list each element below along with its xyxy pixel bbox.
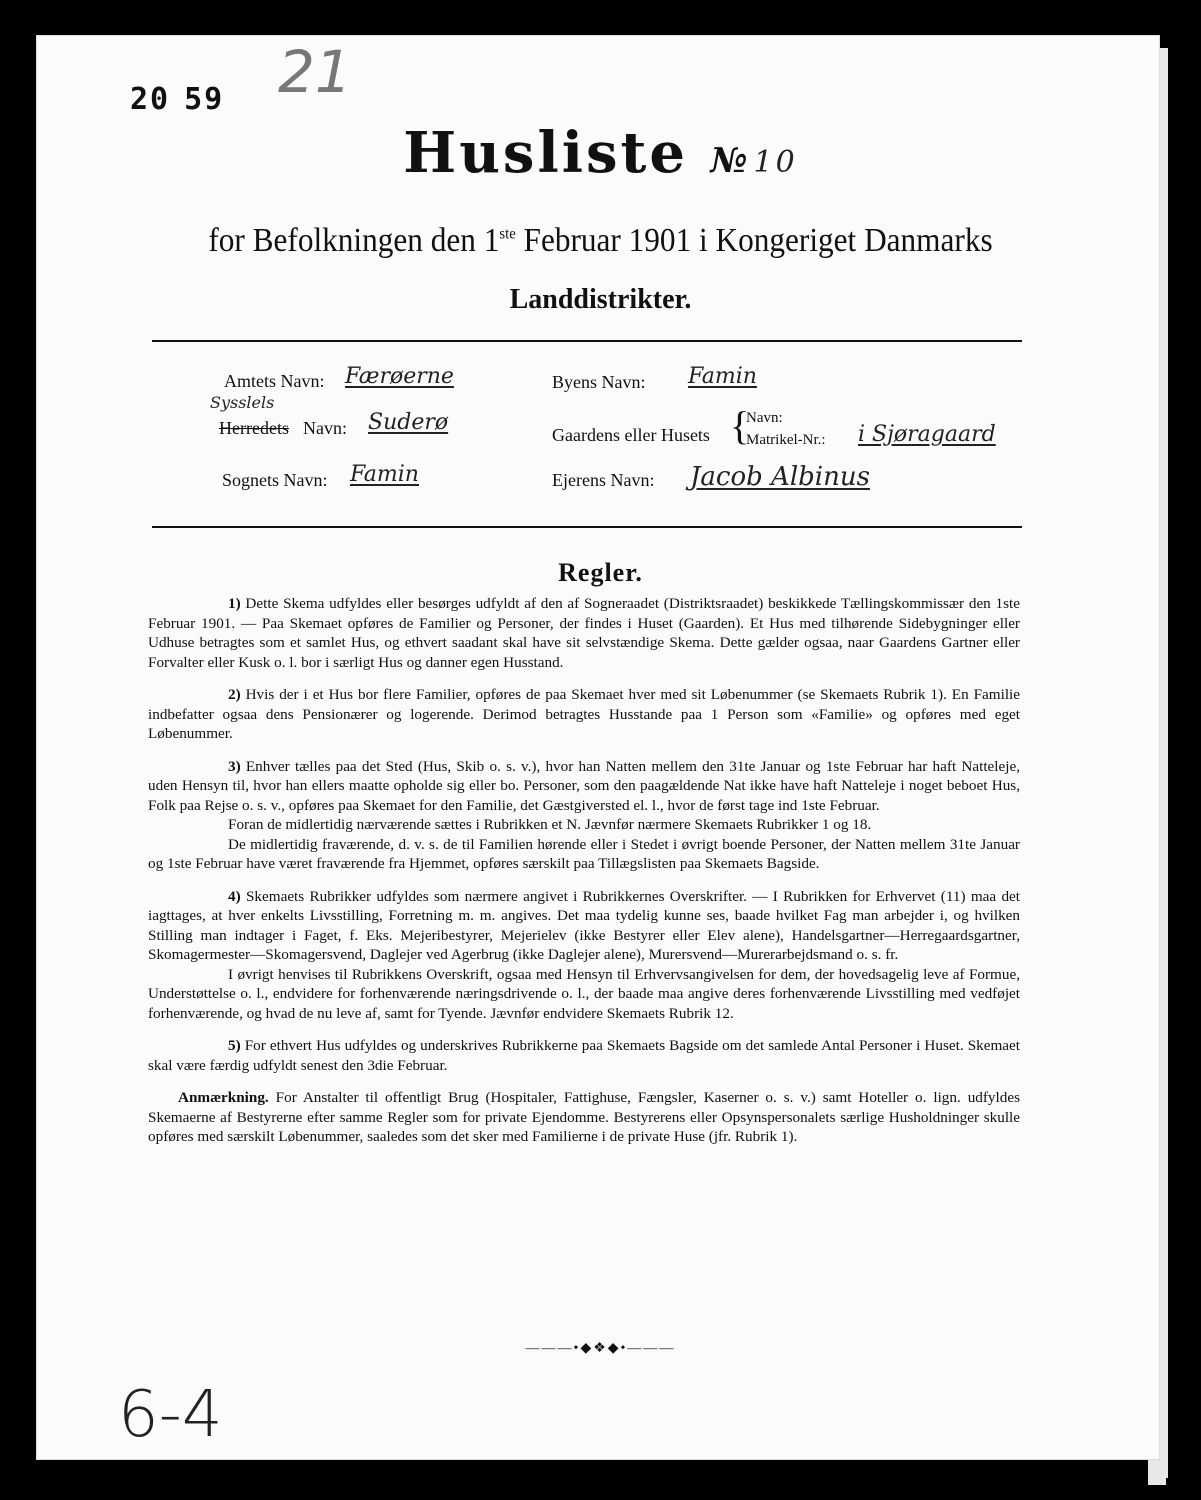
rules-section (148, 594, 1020, 1160)
subtitle-landdistrikter: Landdistrikter. (509, 284, 692, 315)
amt-value: Færøerne (345, 364, 454, 389)
pencil-note-top: 21 (278, 38, 352, 106)
note (148, 1088, 1020, 1147)
subtitle-pre: for Befolkningen den 1 (208, 222, 500, 259)
rule-3-lead: 3) (228, 757, 241, 775)
rule-5-lead: 5) (228, 1037, 241, 1054)
herred-value: Suderø (368, 410, 449, 435)
rule-1-text: Dette Skema udfyldes eller besørges udfyldt af den af Sogneraadet (Distriktsraadet) beskikkede Tællingskommissær den 1ste Februar 1901. — Paa Skemaet opføres de Familier og Personer, der findes i Huset (Gaarden). Et Hus med tilhørende Sidebygninger eller Udhuse betragtes som et samlet Hus, og ethvert saadant skal have sit selvstændige Skema. Dette gælder ogsaa, naar Gaardens Gartner eller Forvalter eller Kusk o. l. bor i særligt Hus og danner egen Husstand. (148, 595, 1021, 671)
subtitle-post: Februar 1901 i Kongeriget Danmarks (515, 222, 993, 259)
rule-3 (148, 757, 1020, 816)
rule-4b: I øvrigt henvises til Rubrikkens Overskrift, ogsaa med Hensyn til Erhvervsangivelsen for dem, der hovedsagelig leve af Formue, Understøttelse o. l., endvidere for forhenværende næringsdrivende o. l., der baade maa angive deres forhenværende Livsstilling med vedføjet forhenværende, og hvad de nu leve af, samt for Tyende. Jævnfør endvidere Skemaets Rubrik 12. (148, 965, 1020, 1022)
subtitle-sup: ste (499, 225, 516, 243)
ornament-divider: ———•◆❖◆•——— (525, 1341, 676, 1356)
ejer-value: Jacob Albinus (690, 462, 870, 492)
matrikel-label: Matrikel-Nr.: (746, 432, 826, 448)
title-main: Husliste (403, 120, 689, 186)
stamp-number (130, 82, 238, 117)
navn-label: Navn: (746, 410, 783, 426)
herred-label-navn: Navn: (303, 418, 347, 438)
stamp-a: 20 (130, 82, 171, 117)
sogn-value: Famin (350, 462, 419, 487)
by-label: Byens Navn: (552, 372, 646, 392)
herred-label: Herredets (219, 418, 289, 438)
note-text: For Anstalter til offentligt Brug (Hospitaler, Fattighuse, Fængsler, Kaserner o. s. v.) samt Hoteller o. lign. udfyldes Skemaerne af Bestyrerne efter samme Regler som for private Ejendomme. Bestyrerens eller Opsynspersonalets særlige Husholdninger skulle opføres med særskilt Løbenummer, saaledes som det sker med Familierne i de private Huse (jfr. Rubrik 1). (148, 1089, 1020, 1145)
rule-1 (148, 594, 1020, 672)
brace: { (730, 403, 750, 448)
rule-2-lead: 2) (228, 686, 241, 703)
ejer-label: Ejerens Navn: (552, 470, 655, 490)
rule-5-text: For ethvert Hus udfyldes og underskrives Rubrikkerne paa Skemaets Bagside om det samlede Antal Personer i Huset. Skemaet skal være færdig udfyldt senest den 3die Februar. (148, 1037, 1021, 1074)
stamp-b: 59 (184, 82, 225, 117)
rule-4-text: Skemaets Rubrikker udfyldes som nærmere angivet i Rubrikkernes Overskrifter. — I Rubrikken for Erhvervet (11) maa det iagttages, at hver enkelts Livsstilling, Forretning m. m. angives. Det maa tydelig kunne ses, baade hvilket Fag man arbejder i, og hvilken Stilling man indtager i Faget, f. Eks. Mejeribestyrer, Mejerielev (ikke Bestyrer eller Elev alene), Handelsgartner—Herregaardsgartner, Skomagermester—Skomagersvend, Daglejer ved Agerbrug (ikke Daglejer alene), Murersvend—Murerarbejdsmand o. s. fr. (148, 887, 1021, 963)
title-no-value: 10 (753, 145, 798, 180)
rule-4 (148, 887, 1020, 965)
rule-4-lead: 4) (228, 887, 241, 905)
divider-top (152, 340, 1022, 342)
rule-3b: Foran de midlertidig nærværende sættes i Rubrikken et N. Jævnfør nærmere Skemaets Rubrikker 1 og 18. (228, 816, 872, 833)
subtitle (48, 222, 1153, 260)
sogn-label: Sognets Navn: (222, 470, 328, 490)
rule-3c: De midlertidig fraværende, d. v. s. de til Familien hørende eller i Stedet i øvrigt boende Personer, der Natten mellem 31te Januar og 1ste Februar have været fraværende fra Hjemmet, opføres særskilt paa Tillægslisten paa Skemaets Bagside. (148, 835, 1020, 872)
rule-5 (148, 1036, 1020, 1075)
pencil-note-bottom: 6-4 (118, 1378, 223, 1452)
regler-title: Regler. (558, 558, 643, 587)
rule-2 (148, 685, 1020, 744)
rule-1-lead: 1) (228, 595, 241, 612)
page-title (0, 120, 1201, 186)
title-no-label: № (710, 141, 748, 181)
divider-bottom (152, 526, 1022, 528)
rule-2-text: Hvis der i et Hus bor flere Familier, opføres de paa Skemaet hver med sit Løbenummer (se Skemaets Rubrik 1). En Familie indbefatter ogsaa dens Pensionærer og logerende. Derimod betragtes Husstande paa 1 Person som «Familie» og opføres med eget Løbenummer. (148, 686, 1020, 742)
gaard-label: Gaardens eller Husets (552, 425, 710, 445)
matrikel-value: i Sjøragaard (858, 422, 996, 447)
herred-correction: Sysslels (210, 393, 275, 412)
amt-label: Amtets Navn: (224, 371, 325, 391)
note-lead: Anmærkning. (178, 1089, 269, 1106)
by-value: Famin (688, 364, 757, 389)
rule-3-text: Enhver tælles paa det Sted (Hus, Skib o. s. v.), hvor han Natten mellem den 31te Januar og 1ste Februar har haft Natteleje, uden Hensyn til, hvor han ellers maatte opholde sig eller bo. Personer, som den paagældende Nat ikke have haft Natteleje i noget beboet Hus, Folk paa Rejse o. s. v., opføres paa Skemaet for den Familie, det Gæstgiversted el. l., hvor de først tage ind 1ste Februar. (148, 757, 1020, 814)
